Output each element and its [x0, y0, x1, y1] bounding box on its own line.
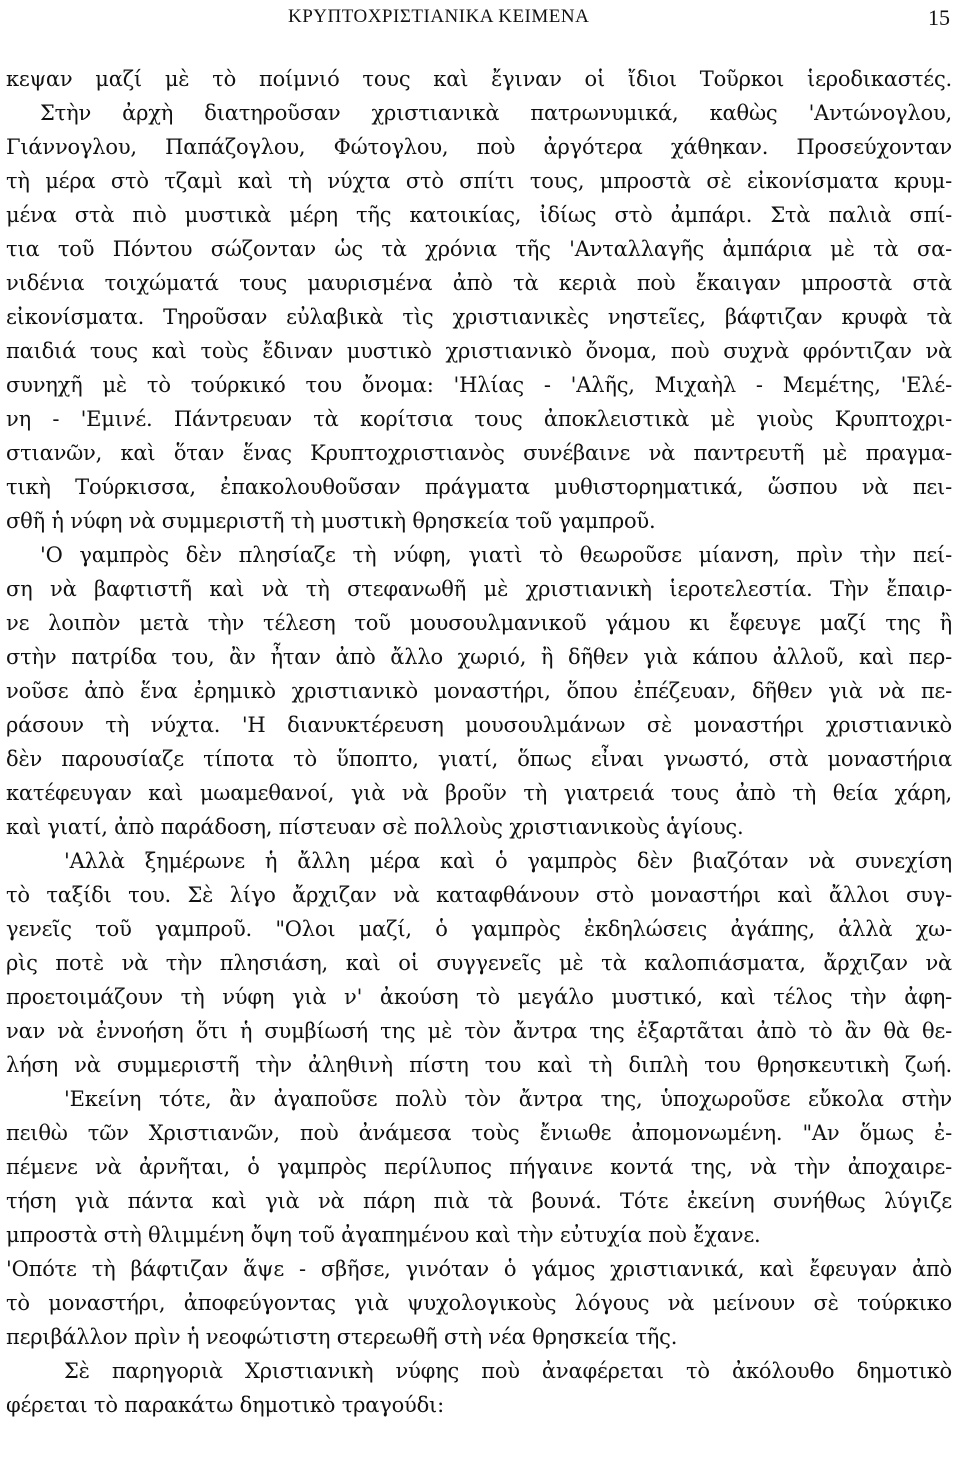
text-line: πέμενε νὰ ἀρνῆται, ὁ γαμπρὸς περίλυπος πήγαινε κοντά της, νὰ τὴν ἀποχαιρε-	[6, 1155, 952, 1179]
text-line: 'Εκείνη τότε, ἂν ἀγαποῦσε πολὺ τὸν ἄντρα της, ὑποχωροῦσε εὔκολα στὴν	[64, 1087, 952, 1111]
text-line: περιβάλλον πρὶν ἡ νεοφώτιστη στερεωθῆ στὴ νέα θρησκεία τῆς.	[6, 1325, 678, 1349]
text-line: νιδένια τοιχώματά τους μαυρισμένα ἀπὸ τὰ κεριὰ ποὺ ἔκαιγαν μπροστὰ στὰ	[6, 271, 952, 295]
text-line: παιδιά τους καὶ τοὺς ἔδιναν μυστικὸ χριστιανικὸ ὄνομα, ποὺ συχνὰ φρόντιζαν νὰ	[6, 339, 952, 363]
text-line: γενεῖς τοῦ γαμπροῦ. "Ολοι μαζί, ὁ γαμπρὸς ἐκδηλώσεις ἀγάπης, ἀλλὰ χω-	[6, 917, 952, 941]
text-line: προετοιμάζουν τὴ νύφη γιὰ ν' ἀκούση τὸ μεγάλο μυστικό, καὶ τέλος τὴν ἀφη-	[6, 985, 952, 1009]
text-line: ρὶς ποτὲ νὰ τὴν πλησιάση, καὶ οἱ συγγενεῖς μὲ τὰ καλοπιάσματα, ἄρχιζαν νὰ	[6, 951, 952, 975]
text-line: Στὴν ἀρχὴ διατηροῦσαν χριστιανικὰ πατρωνυμικά, καθὼς 'Αντώνογλου,	[40, 101, 952, 125]
text-line: μπροστὰ στὴ θλιμμένη ὄψη τοῦ ἀγαπημένου καὶ τὴν εὐτυχία ποὺ ἔχανε.	[6, 1223, 761, 1247]
text-line: ση νὰ βαφτιστῆ καὶ νὰ τὴ στεφανωθῆ μὲ χριστιανικὴ ἱεροτελεστία. Τὴν ἔπαιρ-	[6, 577, 952, 601]
text-line: δὲν παρουσίαζε τίποτα τὸ ὕποπτο, γιατί, ὅπως εἶναι γνωστό, στὰ μοναστήρια	[6, 747, 952, 771]
text-line: τὸ μοναστήρι, ἀποφεύγοντας γιὰ ψυχολογικοὺς λόγους νὰ μείνουν σὲ τούρκικο	[6, 1291, 952, 1315]
text-line: τια τοῦ Πόντου σώζονταν ὡς τὰ χρόνια τῆς 'Ανταλλαγῆς ἀμπάρια μὲ τὰ σα-	[6, 237, 952, 261]
text-line: εἰκονίσματα. Τηροῦσαν εὐλαβικὰ τὶς χριστιανικὲς νηστεῖες, βάφτιζαν κρυφὰ τὰ	[6, 305, 952, 329]
text-line: τικὴ Τούρκισσα, ἐπακολουθοῦσαν πράγματα μυθιστορηματικά, ὥσπου νὰ πει-	[6, 475, 952, 499]
text-line: 'Ο γαμπρὸς δὲν πλησίαζε τὴ νύφη, γιατὶ τὸ θεωροῦσε μίανση, πρὶν τὴν πεί-	[40, 543, 952, 567]
text-line: ράσουν τὴ νύχτα. 'Η διανυκτέρευση μουσουλμάνων σὲ μοναστήρι χριστιανικὸ	[6, 713, 952, 737]
text-line: στὴν πατρίδα του, ἂν ἦταν ἀπὸ ἄλλο χωριό, ἢ δῆθεν γιὰ κάπου ἀλλοῦ, καὶ περ-	[6, 645, 952, 669]
text-line: κατέφευγαν καὶ μωαμεθανοί, γιὰ νὰ βροῦν τὴ γιατρειά τους ἀπὸ τὴ θεία χάρη,	[6, 781, 952, 805]
text-line: νη - 'Εμινέ. Πάντρευαν τὰ κορίτσια τους ἀποκλειστικὰ μὲ γιοὺς Κρυπτοχρι-	[6, 407, 952, 431]
text-line: καὶ γιατί, ἀπὸ παράδοση, πίστευαν σὲ πολλοὺς χριστιανικοὺς ἁγίους.	[6, 815, 744, 839]
text-line: τὴ μέρα στὸ τζαμὶ καὶ τὴ νύχτα στὸ σπίτι τους, μπροστὰ σὲ εἰκονίσματα κρυμ-	[6, 169, 952, 193]
text-line: Γιάννογλου, Παπάζογλου, Φώτογλου, ποὺ ἀργότερα χάθηκαν. Προσεύχονταν	[6, 135, 952, 159]
text-line: νε λοιπὸν μετὰ τὴν τέλεση τοῦ μουσουλμανικοῦ γάμου κι ἔφευγε μαζί της ἢ	[6, 611, 952, 635]
text-line: συνηχῆ μὲ τὸ τούρκικό του ὄνομα: 'Ηλίας - 'Αλῆς, Μιχαὴλ - Μεμέτης, 'Ελέ-	[6, 373, 952, 397]
text-line: τήση γιὰ πάντα καὶ γιὰ νὰ πάρη πιὰ τὰ βουνά. Τότε ἐκείνη συνήθως λύγιζε	[6, 1189, 952, 1213]
text-line: ναν νὰ ἐννοήση ὅτι ἡ συμβίωσή της μὲ τὸν ἄντρα της ἐξαρτᾶται ἀπὸ τὸ ἂν θὰ θε-	[6, 1019, 952, 1043]
text-line: 'Αλλὰ ξημέρωνε ἡ ἄλλη μέρα καὶ ὁ γαμπρὸς δὲν βιαζόταν νὰ συνεχίση	[64, 849, 952, 873]
text-line: Σὲ παρηγοριὰ Χριστιανικὴ νύφης ποὺ ἀναφέρεται τὸ ἀκόλουθο δημοτικὸ	[64, 1359, 952, 1383]
text-line: στιανῶν, καὶ ὅταν ἕνας Κρυπτοχριστιανὸς συνέβαινε νὰ παντρευτῆ μὲ πραγμα-	[6, 441, 952, 465]
text-line: νοῦσε ἀπὸ ἕνα ἐρημικὸ χριστιανικὸ μοναστήρι, ὅπου ἐπέζευαν, δῆθεν γιὰ νὰ πε-	[6, 679, 952, 703]
text-line: μένα στὰ πιὸ μυστικὰ μέρη τῆς κατοικίας, ἰδίως στὸ ἀμπάρι. Στὰ παλιὰ σπί-	[6, 203, 952, 227]
running-title: ΚΡΥΠΤΟΧΡΙΣΤΙΑΝΙΚΑ ΚΕΙΜΕΝΑ	[288, 6, 590, 27]
text-line: τὸ ταξίδι του. Σὲ λίγο ἄρχιζαν νὰ καταφθάνουν στὸ μοναστήρι καὶ ἄλλοι συγ-	[6, 883, 952, 907]
text-line: κεψαν μαζί μὲ τὸ ποίμνιό τους καὶ ἔγιναν οἱ ἴδιοι Τοῦρκοι ἱεροδικαστές.	[6, 67, 952, 91]
text-line: σθῆ ἡ νύφη νὰ συμμεριστῆ τὴ μυστικὴ θρησκεία τοῦ γαμπροῦ.	[6, 509, 656, 533]
running-header	[0, 6, 960, 36]
text-line: φέρεται τὸ παρακάτω δημοτικὸ τραγούδι:	[6, 1393, 444, 1417]
text-line: 'Οπότε τὴ βάφτιζαν ἅψε - σβῆσε, γινόταν ὁ γάμος χριστιανικά, καὶ ἔφευγαν ἀπὸ	[6, 1257, 952, 1281]
page-number: 15	[928, 5, 950, 30]
text-line: πειθὼ τῶν Χριστιανῶν, ποὺ ἀνάμεσα τοὺς ἔνιωθε ἀπομονωμένη. "Αν ὅμως ἐ-	[6, 1121, 952, 1145]
text-line: λήση νὰ συμμεριστῆ τὴν ἀληθινὴ πίστη του καὶ τὴ διπλὴ του θρησκευτικὴ ζωή.	[6, 1053, 952, 1077]
